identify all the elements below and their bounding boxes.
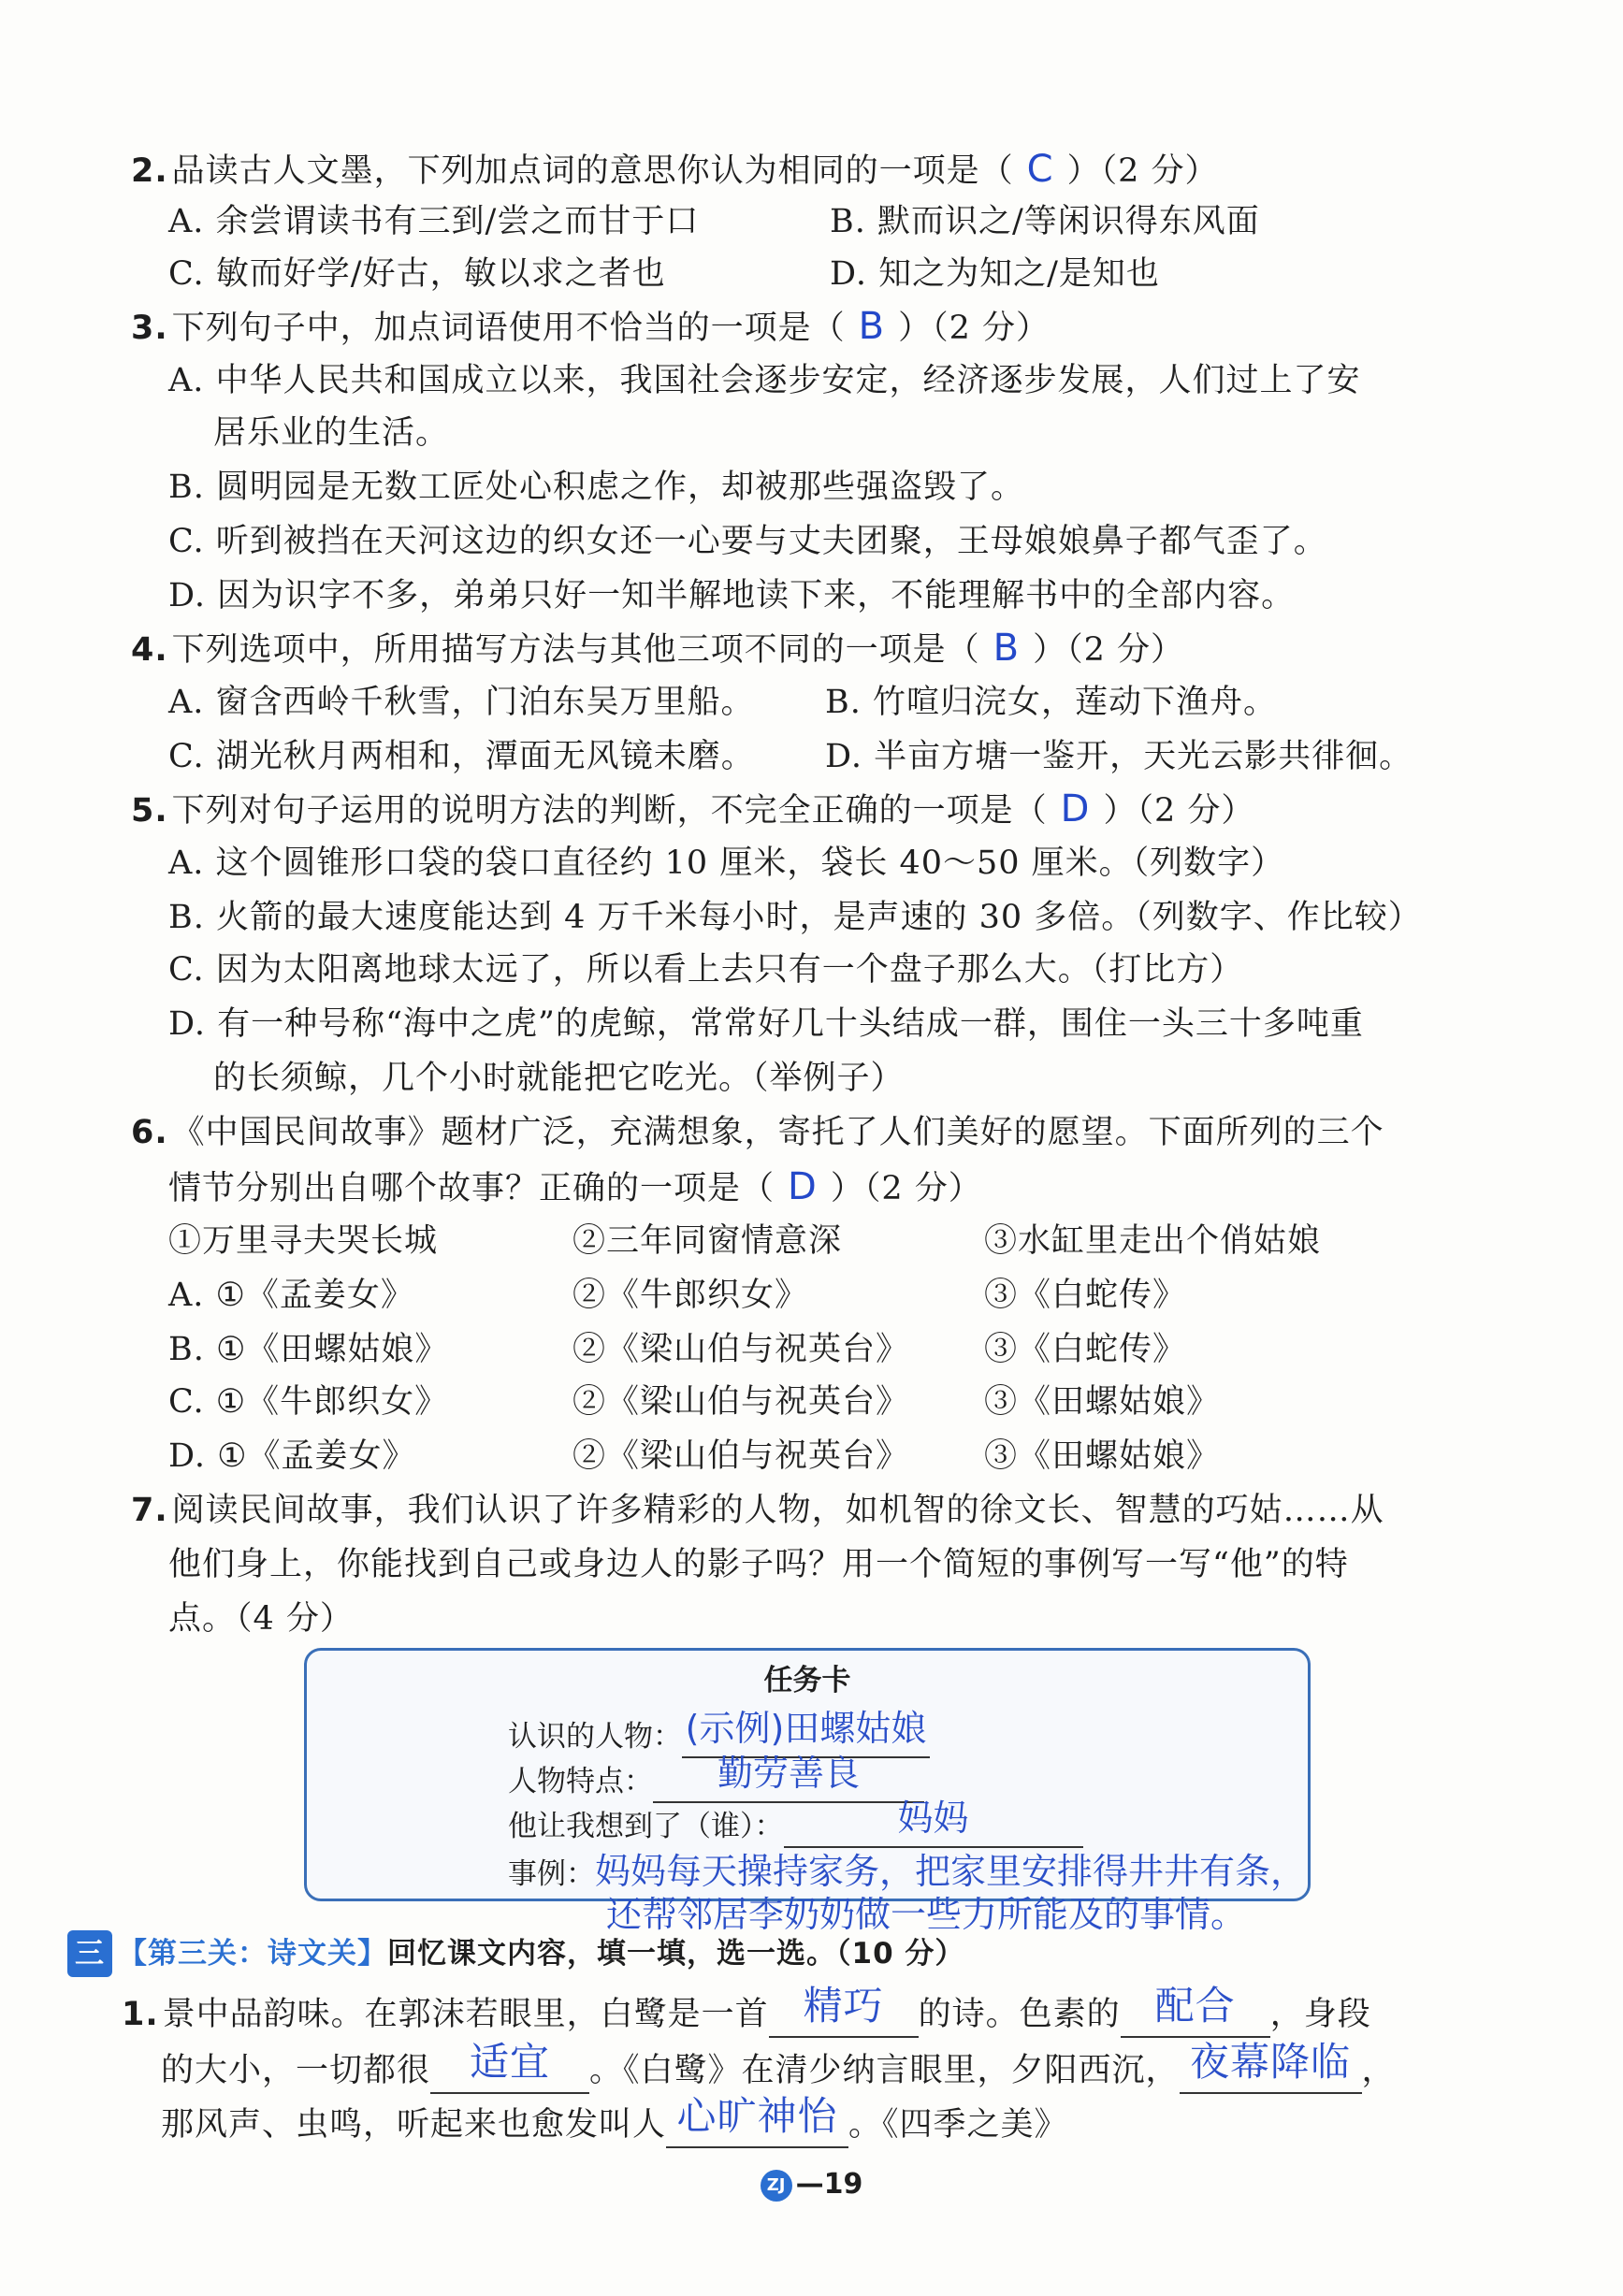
option-a-col1: A. ①《孟姜女》 [168,1277,414,1314]
fill-question-1-line3 [161,2093,1068,2148]
section-badge: 三 [67,1930,112,1977]
handwritten-answer: 配合 [1154,1983,1236,2029]
handwritten-answer: 夜幕降临 [1190,2039,1352,2085]
question-score: ）（2 分） [1033,631,1185,669]
zj-badge-icon: ZJ [761,2170,792,2202]
option-a-col2: ②《牛郎织女》 [572,1277,809,1314]
question-text: 那风声、虫鸣，听起来也愈发叫人 [161,2106,667,2144]
question-number: 7. [131,1492,168,1529]
section-instruction: 回忆课文内容，填一填，选一选。（10 分） [387,1937,965,1971]
answer-blank[interactable] [1180,2039,1362,2094]
handwritten-answer: 心旷神怡 [676,2093,838,2139]
fill-question-1-line2 [161,2039,1396,2094]
question-text: 的诗。色素的 [918,1996,1121,2033]
question-text: 的大小，一切都很 [161,2052,431,2089]
answer-blank[interactable] [769,1983,919,2038]
fill-question-1-line1 [122,1983,1371,2038]
card-row-example [508,1842,1306,1894]
handwritten-answer: B [858,305,886,348]
answer-blank[interactable] [430,2039,589,2094]
question-6 [131,1111,1384,1154]
handwritten-answer-continued: 还帮邻居李奶奶做一些力所能及的事情。 [606,1894,1247,1935]
handwritten-answer: 妈妈 [897,1798,969,1839]
section-3-header [67,1930,964,1977]
option-c-col3: ③《田螺姑娘》 [984,1383,1221,1421]
question-text: 。《四季之美》 [848,2106,1068,2144]
card-label: 他让我想到了（谁）： [508,1810,784,1843]
plot-1: ①万里寻夫哭长城 [168,1222,439,1260]
handwritten-answer: D [788,1165,818,1208]
question-number: 1. [122,1996,159,2033]
question-score: ）（2 分） [898,310,1051,347]
page-footer [0,2168,1623,2202]
option-c: C. 敏而好学/好古，敏以求之者也 [168,255,666,293]
option-c-col2: ②《梁山伯与祝英台》 [572,1383,910,1421]
card-label: 人物特点： [508,1765,653,1798]
handwritten-answer: 勤劳善良 [717,1753,860,1794]
question-text: ，身段 [1269,1996,1371,2033]
question-2 [131,148,1219,193]
question-score: ）（2 分） [1066,152,1219,190]
option-b: B. 默而识之/等闲识得东风面 [830,203,1260,240]
card-label: 事例： [508,1857,595,1891]
question-7-line2: 他们身上，你能找到自己或身边人的影子吗？用一个简短的事例写一写“他”的特 [168,1546,1349,1583]
option-a: A. 窗含西岭千秋雪，门泊东吴万里船。 [168,684,755,721]
answer-blank[interactable] [1121,1983,1270,2038]
handwritten-answer: (示例)田螺姑娘 [685,1708,927,1749]
question-text: 情节分别出自哪个故事？正确的一项是（ [168,1170,775,1207]
question-4 [131,627,1184,671]
section-title: 【第三关：诗文关】 [118,1937,387,1971]
handwritten-answer: C [1026,148,1054,191]
question-number: 2. [131,152,168,190]
option-d-line2: 的长须鲸，几个小时就能把它吃光。（举例子） [213,1060,905,1097]
option-a-line1: A. 中华人民共和国成立以来，我国社会逐步安定，经济逐步发展，人们过上了安 [168,362,1361,399]
option-d-col3: ③《田螺姑娘》 [984,1437,1221,1475]
question-number: 4. [131,631,168,669]
option-b-col3: ③《白蛇传》 [984,1331,1187,1368]
option-d-line1: D. 有一种号称“海中之虎”的虎鲸，常常好几十头结成一群，围住一头三十多吨重 [168,1005,1364,1043]
option-d: D. 知之为知之/是知也 [830,255,1160,293]
option-d: D. 因为识字不多，弟弟只好一知半解地读下来，不能理解书中的全部内容。 [168,577,1296,614]
question-text: 下列选项中，所用描写方法与其他三项不同的一项是（ [171,631,980,669]
handwritten-answer: 适宜 [470,2039,551,2085]
option-c-col1: C. ①《牛郎织女》 [168,1383,449,1421]
card-row-who [508,1795,1083,1848]
question-5 [131,787,1254,832]
handwritten-answer: D [1060,787,1091,830]
question-6-line2 [168,1165,982,1210]
handwritten-answer: 妈妈每天操持家务，把家里安排得井井有条， [595,1851,1307,1892]
question-text: 品读古人文墨，下列加点词的意思你认为相同的一项是（ [171,152,1014,190]
answer-blank[interactable] [666,2093,848,2148]
question-number: 3. [131,310,168,347]
option-d: D. 半亩方塘一鉴开，天光云影共徘徊。 [825,738,1413,775]
answer-blank[interactable] [784,1795,1083,1848]
question-score: ）（2 分） [830,1170,982,1207]
question-text: 。《白鹭》在清少纳言眼里，夕阳西沉， [589,2052,1180,2089]
page-number: —19 [795,2168,863,2201]
question-text: 下列句子中，加点词语使用不恰当的一项是（ [171,310,846,347]
option-d-col1: D. ①《孟姜女》 [168,1437,416,1475]
plot-3: ③水缸里走出个俏姑娘 [984,1222,1322,1260]
question-7-line3: 点。（4 分） [168,1600,354,1638]
question-score: ）（2 分） [1103,792,1255,830]
question-text: 《中国民间故事》题材广泛，充满想象，寄托了人们美好的愿望。下面所列的三个 [171,1114,1384,1151]
option-b: B. 圆明园是无数工匠处心积虑之作，却被那些强盗毁了。 [168,469,1024,506]
question-3 [131,305,1050,350]
question-text: 下列对句子运用的说明方法的判断，不完全正确的一项是（ [171,792,1048,830]
option-d-col2: ②《梁山伯与祝英台》 [572,1437,910,1475]
question-text: ， [1361,2052,1396,2089]
question-number: 6. [131,1114,168,1151]
option-b: B. 火箭的最大速度能达到 4 万千米每小时，是声速的 30 多倍。（列数字、作比较） [168,899,1422,936]
card-label: 认识的人物： [508,1720,682,1754]
handwritten-answer: 精巧 [803,1983,884,2029]
option-c: C. 因为太阳离地球太远了，所以看上去只有一个盘子那么大。（打比方） [168,951,1244,989]
option-b-col2: ②《梁山伯与祝英台》 [572,1331,910,1368]
question-7 [131,1489,1384,1532]
task-card-title: 任务卡 [763,1664,851,1697]
question-text: 阅读民间故事，我们认识了许多精彩的人物，如机智的徐文长、智慧的巧姑……从 [171,1492,1384,1529]
question-text: 景中品韵味。在郭沫若眼里，白鹭是一首 [162,1996,769,2033]
option-b: B. 竹喧归浣女，莲动下渔舟。 [825,684,1277,721]
option-c: C. 听到被挡在天河这边的织女还一心要与丈夫团聚，王母娘娘鼻子都气歪了。 [168,523,1327,560]
option-a: A. 这个圆锥形口袋的袋口直径约 10 厘米，袋长 40～50 厘米。（列数字） [168,845,1285,882]
option-c: C. 湖光秋月两相和，潭面无风镜未磨。 [168,738,755,775]
option-a: A. 余尝谓读书有三到/尝之而甘于口 [168,203,700,240]
handwritten-answer: B [993,627,1021,670]
plot-2: ②三年同窗情意深 [572,1222,843,1260]
task-card [304,1648,1311,1901]
option-b-col1: B. ①《田螺姑娘》 [168,1331,449,1368]
question-number: 5. [131,792,168,830]
option-a-line2: 居乐业的生活。 [213,414,450,452]
option-a-col3: ③《白蛇传》 [984,1277,1187,1314]
